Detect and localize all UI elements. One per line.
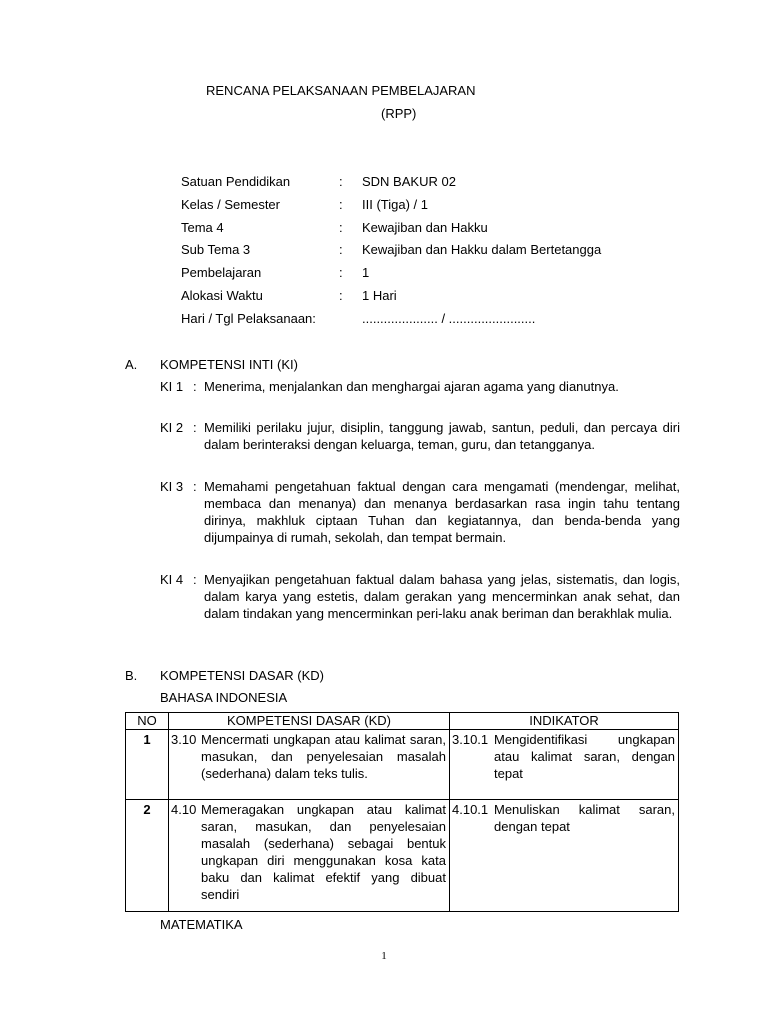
identity-colon: : [339,174,343,189]
identity-label: Hari / Tgl Pelaksanaan: [181,311,316,326]
identity-label: Satuan Pendidikan [181,174,291,189]
column-header-no: NO [126,713,169,730]
ki-colon: : [193,420,197,435]
kd-table [125,712,679,912]
table-row [126,730,679,800]
indicator-text: Menuliskan kalimat saran, dengan tepat [494,802,675,834]
kd-text: Mencermati ungkapan atau kalimat saran, masukan, dan penyelesaian masalah (sederhana) dalam teks tulis. [201,732,446,781]
section-a-title: KOMPETENSI INTI (KI) [160,357,298,372]
kd-cell [169,800,450,912]
identity-label: Tema 4 [181,220,224,235]
ki-text: Memahami pengetahuan faktual dengan cara mengamati (mendengar, melihat, membaca dan menanya) dan menanya berdasarkan rasa ingin tahu tentang dirinya, makhluk ciptaan Tuhan dan kegiatannya, dan benda-benda yang dijumpainya di rumah, sekolah, dan tempat bermain. [204,479,680,545]
identity-colon: : [339,242,343,257]
identity-value: Kewajiban dan Hakku [362,220,488,235]
section-b-title: KOMPETENSI DASAR (KD) [160,668,324,683]
kd-cell [169,730,450,800]
identity-label: Alokasi Waktu [181,288,263,303]
ki-code: KI 2 [160,420,184,435]
identity-value: Kewajiban dan Hakku dalam Bertetangga [362,242,602,257]
ki-text: Menerima, menjalankan dan menghargai ajaran agama yang dianutnya. [204,379,619,394]
subject-heading: BAHASA INDONESIA [160,690,288,705]
indicator-code: 4.10.1 [452,802,489,817]
row-number: 1 [126,730,169,800]
identity-colon: : [339,288,343,303]
identity-value: III (Tiga) / 1 [362,197,428,212]
ki-colon: : [193,379,197,394]
identity-colon: : [339,197,343,212]
column-header-indikator: INDIKATOR [450,713,679,730]
ki-item [160,571,680,622]
subject-heading: MATEMATIKA [160,917,243,932]
ki-item [160,478,680,546]
ki-text: Memiliki perilaku jujur, disiplin, tanggung jawab, santun, peduli, dan percaya diri dalam berinteraksi dengan keluarga, teman, guru, dan tetangganya. [204,420,680,452]
identity-value: ..................... / ........................ [362,311,536,326]
identity-label: Kelas / Semester [181,197,280,212]
section-b-letter: B. [125,668,138,683]
ki-code: KI 3 [160,479,184,494]
kd-code: 4.10 [171,802,197,817]
ki-item [160,419,680,453]
ki-code: KI 4 [160,572,184,587]
ki-item [160,378,680,395]
table-header-row [126,713,679,730]
section-a-letter: A. [125,357,138,372]
identity-value: 1 Hari [362,288,397,303]
page-number: 1 [381,950,387,962]
kd-text: Memeragakan ungkapan atau kalimat saran, masukan, dan penyelesaian masalah (sederhana) sebagai bentuk ungkapan diri menggunakan kosa kata baku dan kalimat efektif yang dibuat sendiri [201,802,446,902]
column-header-kd: KOMPETENSI DASAR (KD) [169,713,450,730]
identity-value: SDN BAKUR 02 [362,174,456,189]
identity-colon: : [339,265,343,280]
identity-colon: : [339,220,343,235]
row-number: 2 [126,800,169,912]
indicator-cell [450,800,679,912]
ki-text: Menyajikan pengetahuan faktual dalam bahasa yang jelas, sistematis, dan logis, dalam karya yang estetis, dalam gerakan yang mencerminkan anak sehat, dan dalam tindakan yang mencerminkan peri-laku anak beriman dan berakhlak mulia. [204,572,680,621]
kd-code: 3.10 [171,732,197,747]
document-title: RENCANA PELAKSANAAN PEMBELAJARAN [206,83,476,98]
document-subtitle: (RPP) [381,106,417,121]
ki-colon: : [193,479,197,494]
ki-code: KI 1 [160,379,184,394]
table-row [126,800,679,912]
identity-label: Pembelajaran [181,265,262,280]
ki-colon: : [193,572,197,587]
identity-value: 1 [362,265,370,280]
indicator-cell [450,730,679,800]
indicator-text: Mengidentifikasi ungkapan atau kalimat saran, dengan tepat [494,732,675,781]
indicator-code: 3.10.1 [452,732,489,747]
identity-label: Sub Tema 3 [181,242,251,257]
